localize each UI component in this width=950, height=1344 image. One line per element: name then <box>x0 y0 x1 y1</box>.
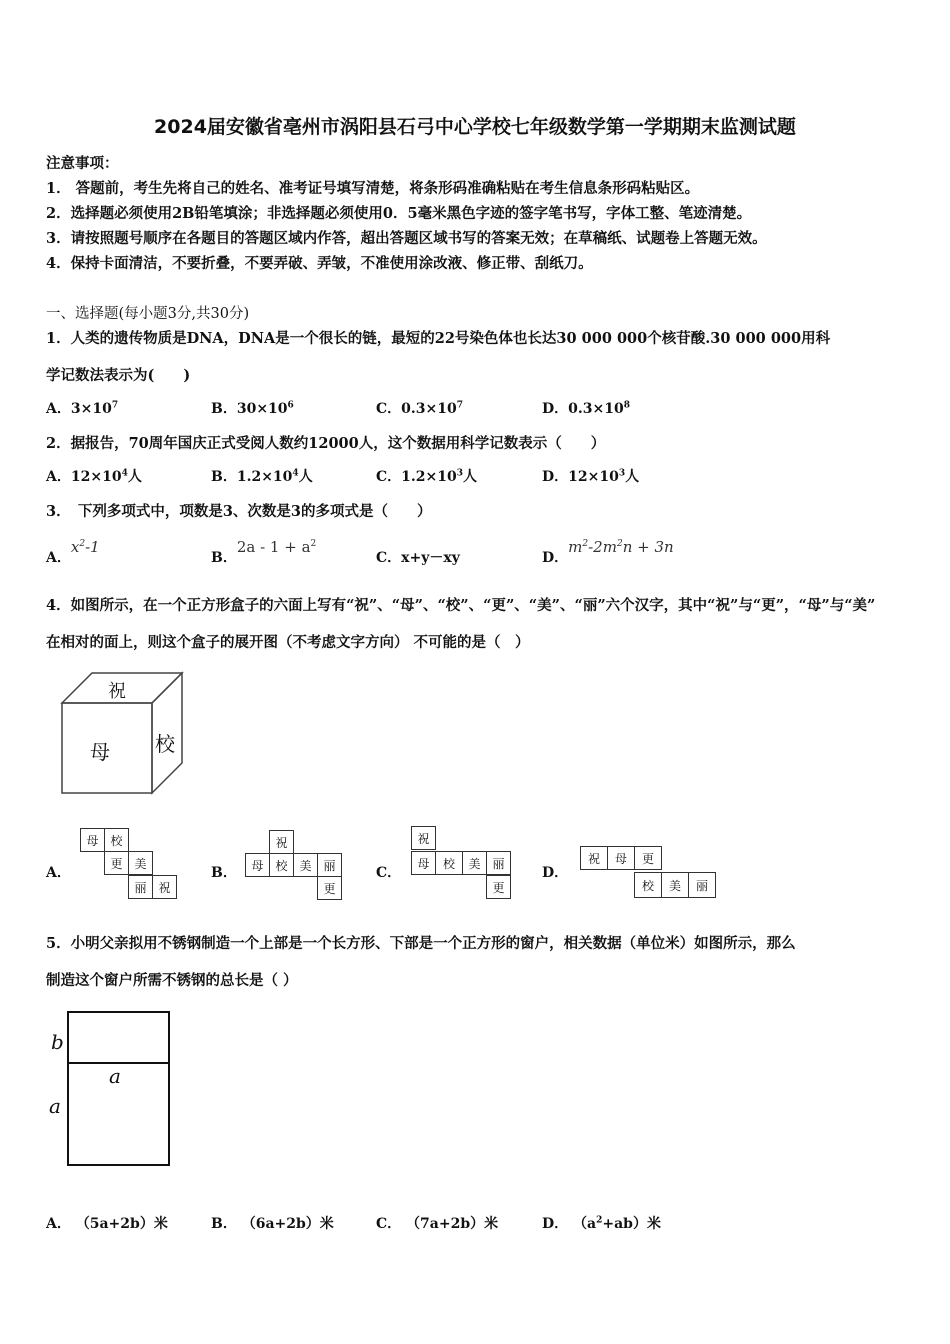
window-label-a-top: a <box>109 1064 121 1088</box>
question-3-text: 3． 下列多项式中，项数是3、次数是3的多项式是（ ） <box>46 503 432 520</box>
question-4-text: 4．如图所示，在一个正方形盒子的六面上写有“祝”、“母”、“校”、“更”、“美”、“丽”六个汉字，其中“祝”与“更”，“母”与“美” <box>46 597 876 614</box>
net-d-cell: 母 <box>607 846 635 870</box>
cube-right-label: 校 <box>155 732 175 756</box>
net-c-cell: 丽 <box>486 851 511 875</box>
net-b-cell: 母 <box>245 853 270 877</box>
net-c-cell: 母 <box>411 851 436 875</box>
q4-option-b[interactable]: B． <box>211 865 237 881</box>
q1-option-d[interactable]: D．$0.3\times 10^8$ <box>542 400 630 417</box>
net-d-cell: 校 <box>634 872 662 898</box>
q3-option-d[interactable]: D．$m^2-2m^2n + 3n$ <box>542 538 674 566</box>
q2-option-a[interactable]: A．$12\times 10^4$人 <box>46 468 142 485</box>
q4-option-c[interactable]: C． <box>376 865 402 881</box>
cube-top-label: 祝 <box>108 681 126 702</box>
q2-option-c[interactable]: C．$1.2\times 10^3$人 <box>376 468 477 485</box>
net-c-cell: 祝 <box>411 826 436 850</box>
window-label-b: b <box>51 1030 64 1054</box>
net-d-cell: 丽 <box>688 872 716 898</box>
question-5-text: 5．小明父亲拟用不锈钢制造一个上部是一个长方形、下部是一个正方形的窗户，相关数据（单位米）如图所示，那么 <box>46 935 796 952</box>
q4-option-a[interactable]: A． <box>46 865 71 881</box>
net-b-cell: 更 <box>317 876 342 900</box>
q2-option-d[interactable]: D．$12\times 10^3$人 <box>542 468 640 485</box>
q5-option-a[interactable]: A． （5a+2b）米 <box>46 1216 168 1232</box>
q3-option-c[interactable]: C．x+y－xy <box>376 550 460 566</box>
notice-item: 3．请按照题号顺序在各题目的答题区域内作答，超出答题区域书写的答案无效；在草稿纸、试题卷上答题无效。 <box>46 230 767 247</box>
question-4-text: 在相对的面上，则这个盒子的展开图（不考虑文字方向） 不可能的是（ ） <box>46 634 530 651</box>
net-a-cell: 美 <box>128 851 153 875</box>
q3-option-b[interactable]: B．$2a - 1 + a^2$ <box>211 538 317 566</box>
net-a-cell: 祝 <box>152 875 177 899</box>
net-a-cell: 更 <box>104 851 129 875</box>
net-d-cell: 更 <box>634 846 662 870</box>
notice-heading: 注意事项： <box>46 155 119 172</box>
net-c-cell: 校 <box>435 851 463 875</box>
question-2-text: 2．据报告，70周年国庆正式受阅人数约12000人，这个数据用科学记数表示（ ） <box>46 435 606 452</box>
window-label-a-left: a <box>49 1094 61 1118</box>
question-1-text: 1．人类的遗传物质是DNA，DNA是一个很长的链，最短的22号染色体也长达30 000 000个核苷酸.30 000 000用科 <box>46 330 831 347</box>
question-1-text: 学记数法表示为( ) <box>46 367 191 384</box>
q2-option-b[interactable]: B．$1.2\times 10^4$人 <box>211 468 313 485</box>
notice-item: 2．选择题必须使用2B铅笔填涂；非选择题必须使用0．5毫米黑色字迹的签字笔书写，字体工整、笔迹清楚。 <box>46 205 752 222</box>
net-c-cell: 更 <box>486 875 511 899</box>
net-a-cell: 母 <box>80 828 105 852</box>
net-b-cell: 校 <box>269 853 294 877</box>
net-a-cell: 校 <box>104 828 129 852</box>
net-d-cell: 美 <box>661 872 689 898</box>
q3-option-a[interactable]: A．$x^2-1$ <box>46 538 100 566</box>
window-figure <box>66 1010 172 1168</box>
net-d-cell: 祝 <box>580 846 608 870</box>
section-heading: 一、选择题(每小题3分,共30分) <box>46 306 250 322</box>
q4-option-d[interactable]: D． <box>542 865 569 881</box>
cube-front-label: 母 <box>90 740 110 764</box>
q5-option-d[interactable]: D． $(a^2+ab)$米 <box>542 1215 661 1232</box>
question-5-text: 制造这个窗户所需不锈钢的总长是（ ） <box>46 972 298 989</box>
net-c-cell: 美 <box>462 851 487 875</box>
notice-item: 4．保持卡面清洁，不要折叠，不要弄破、弄皱，不准使用涂改液、修正带、刮纸刀。 <box>46 255 593 272</box>
q1-option-a[interactable]: A．$3\times 10^7$ <box>46 400 119 417</box>
q5-option-b[interactable]: B． （6a+2b）米 <box>211 1216 334 1232</box>
page-title: 2024届安徽省亳州市涡阳县石弓中心学校七年级数学第一学期期末监测试题 <box>154 116 796 138</box>
q5-option-c[interactable]: C． （7a+2b）米 <box>376 1216 499 1232</box>
net-b-cell: 美 <box>293 853 318 877</box>
q1-option-c[interactable]: C．$0.3\times 10^7$ <box>376 400 463 417</box>
net-b-cell: 丽 <box>317 853 342 877</box>
net-b-cell: 祝 <box>269 830 294 854</box>
net-a-cell: 丽 <box>128 875 153 899</box>
notice-item: 1． 答题前，考生先将自己的姓名、准考证号填写清楚，将条形码准确粘贴在考生信息条形码粘贴区。 <box>46 180 700 197</box>
q1-option-b[interactable]: B．$30\times 10^6$ <box>211 400 294 417</box>
